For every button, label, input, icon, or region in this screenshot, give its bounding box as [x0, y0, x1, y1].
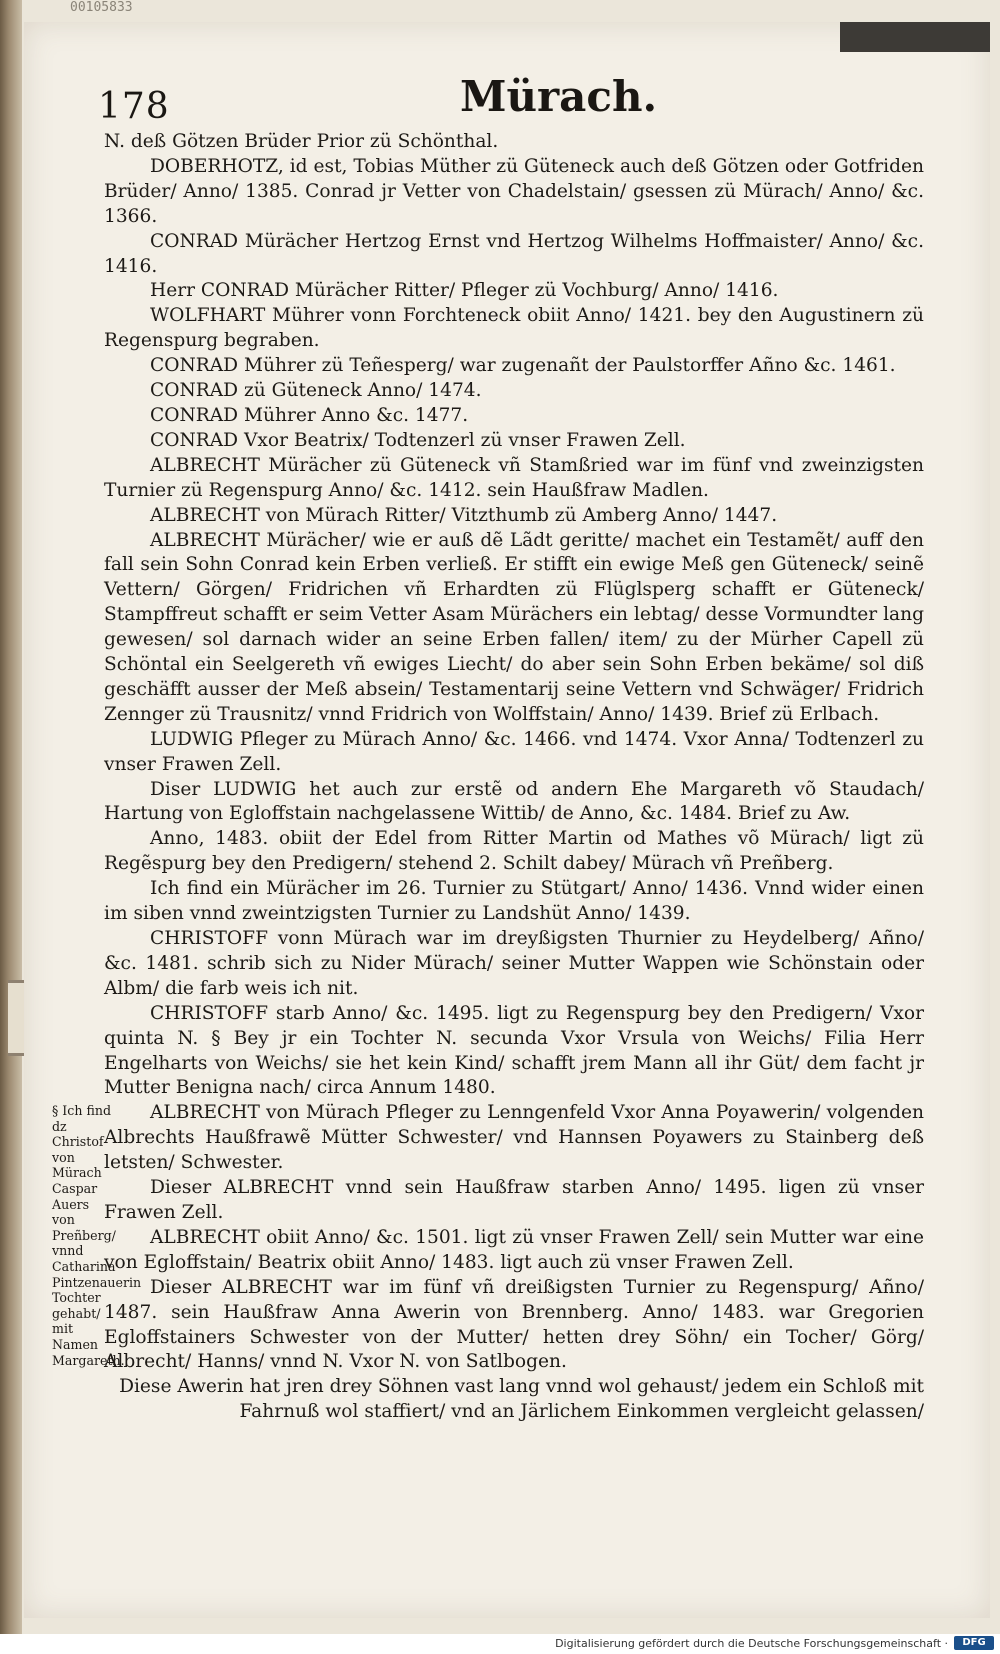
paragraph: LUDWIG Pfleger zu Mürach Anno/ &c. 1466. vnd 1474. Vxor Anna/ Todtenzerl zu vnser Frawen Zell. — [104, 728, 924, 775]
paragraph: CONRAD Mührer zü Teñesperg/ war zugenañt der Paulstorffer Añno &c. 1461. — [150, 355, 896, 377]
paragraph: ALBRECHT obiit Anno/ &c. 1501. ligt zü vnser Frawen Zell/ sein Mutter war eine von Egloffstain/ Beatrix obiit Anno/ 1483. ligt auch zü vnser Frawen Zell. — [104, 1226, 924, 1273]
paragraph: CONRAD Vxor Beatrix/ Todtenzerl zü vnser Frawen Zell. — [150, 429, 686, 451]
paragraph: Anno, 1483. obiit der Edel from Ritter Martin od Mathes võ Mürach/ ligt zü Regẽspurg bey den Predigern/ stehend 2. Schilt dabey/ Mürach vñ Preñberg. — [104, 828, 924, 875]
paragraph: ALBRECHT Mürächer zü Güteneck vñ Stamßried war im fünf vnd zweinzigsten Turnier zü Regenspurg Anno/ &c. 1412. sein Haußfraw Madlen. — [104, 454, 924, 501]
paragraph: Herr CONRAD Mürächer Ritter/ Pfleger zü Vochburg/ Anno/ 1416. — [150, 280, 779, 302]
paragraph: ALBRECHT Mürächer/ wie er auß dẽ Lãdt geritte/ machet ein Testamẽt/ auff den fall sein Sohn Conrad kein Erben verließ. Er stifft ein ewige Meß gen Güteneck/ seinẽ Vettern/ Görgen/ Fridrichen vñ Erhardten zü Flüglsperg schafft er Güteneck/ Stampffreut schafft er seim Vetter Asam Mürächers ein lebtag/ desse Vormundter lang gewesen/ sol darnach wider an seine Erben fallen/ item/ zu der Mürher Capell zü Schöntal ein Seelgereth vñ ewiges Liecht/ do aber sein Sohn Erben bekäme/ sol diß geschäfft ausser der Meß absein/ Testamentarij seine Vettern vnd Schwäger/ Fridrich Zennger zü Trausnitz/ vnnd Fridrich von Wolffstain/ Anno/ 1439. Brief zü Erlbach. — [104, 529, 924, 725]
paragraph: ALBRECHT von Mürach Ritter/ Vitzthumb zü Amberg Anno/ 1447. — [150, 504, 778, 526]
running-head: Mürach. — [460, 72, 658, 121]
shelf-id: 00105833 — [70, 0, 133, 15]
text-block — [104, 130, 924, 1425]
paragraph: DOBERHOTZ, id est, Tobias Müther zü Güteneck auch deß Götzen oder Gotfriden Brüder/ Anno/ 1385. Conrad jr Vetter von Chadelstain/ gsessen zü Mürach/ Anno/ &c. 1366. — [104, 155, 924, 227]
paragraph: Diese Awerin hat jren drey Söhnen vast lang vnnd wol gehaust/ jedem ein Schloß mit Fahrnuß wol staffiert/ vnd an Järlichem Einkommen vergleicht gelassen/ — [119, 1376, 924, 1423]
scan-corner — [840, 22, 990, 52]
margin-note: § Ich find dz Christof von Mürach Caspar Auers von Preñberg/ vnnd Catharina Pintzenauerin Tochter gehabt/ mit Namen Margareth. — [52, 1103, 142, 1368]
page-number: 178 — [98, 86, 170, 127]
paragraph: CONRAD Mürächer Hertzog Ernst vnd Hertzog Wilhelms Hoffmaister/ Anno/ &c. 1416. — [104, 230, 924, 277]
paragraph: Ich find ein Mürächer im 26. Turnier zu Stütgart/ Anno/ 1436. Vnnd wider einen im siben vnnd zweintzigsten Turnier zu Landshüt Anno/ 1439. — [104, 878, 924, 925]
paragraph: Dieser ALBRECHT vnnd sein Haußfraw starben Anno/ 1495. ligen zü vnser Frawen Zell. — [104, 1177, 924, 1223]
paragraph: CHRISTOFF vonn Mürach war im dreyßigsten Thurnier zu Heydelberg/ Añno/ &c. 1481. schrib sich zu Nider Mürach/ seiner Mutter Wappen wie Schönstain oder Albm/ die farb weis ich nit. — [104, 928, 924, 999]
paragraph: Dieser ALBRECHT war im fünf vñ dreißigsten Turnier zu Regenspurg/ Añno/ 1487. sein Haußfraw Anna Awerin von Brennberg. Anno/ 1483. war Gregorien Egloffstainers Schwester von der Mutter/ hetten drey Söhn/ ein Tocher/ Görg/ Albrecht/ Hanns/ vnnd N. Vxor N. von Satlbogen. — [104, 1276, 924, 1373]
dfg-logo-icon: DFG — [954, 1636, 994, 1650]
book-spine-edge — [0, 0, 22, 1654]
paragraph: CHRISTOFF starb Anno/ &c. 1495. ligt zu Regenspurg bey den Predigern/ Vxor quinta N. § Bey jr ein Tochter N. secunda Vxor Vrsula von Weichs/ Filia Herr Engelharts von Weichs/ sie het kein Kind/ schafft jrem Mann all ihr Güt/ dem facht jr Mutter Benigna nach/ circa Annum 1480. — [104, 1002, 924, 1099]
paragraph: Diser LUDWIG het auch zur erstẽ od andern Ehe Margareth võ Staudach/ Hartung von Egloffstain nachgelassene Wittib/ de Anno, &c. 1484. Brief zu Aw. — [104, 778, 924, 825]
paragraph: CONRAD Mührer Anno &c. 1477. — [150, 404, 469, 426]
paragraph: N. deß Götzen Brüder Prior zü Schönthal. — [104, 131, 499, 152]
paragraph: CONRAD zü Güteneck Anno/ 1474. — [150, 380, 482, 402]
paragraph: WOLFHART Mührer vonn Forchteneck obiit Anno/ 1421. bey den Augustinern zü Regenspurg begraben. — [104, 305, 924, 352]
footer-credit: Digitalisierung gefördert durch die Deutsche Forschungsgemeinschaft · — [555, 1637, 948, 1650]
paragraph: ALBRECHT von Mürach Pfleger zu Lenngenfeld Vxor Anna Poyawerin/ volgenden Albrechts Haußfrawẽ Mütter Schwester/ vnd Hannsen Poyawers zu Stainberg deß letsten/ Schwester. — [104, 1102, 924, 1174]
